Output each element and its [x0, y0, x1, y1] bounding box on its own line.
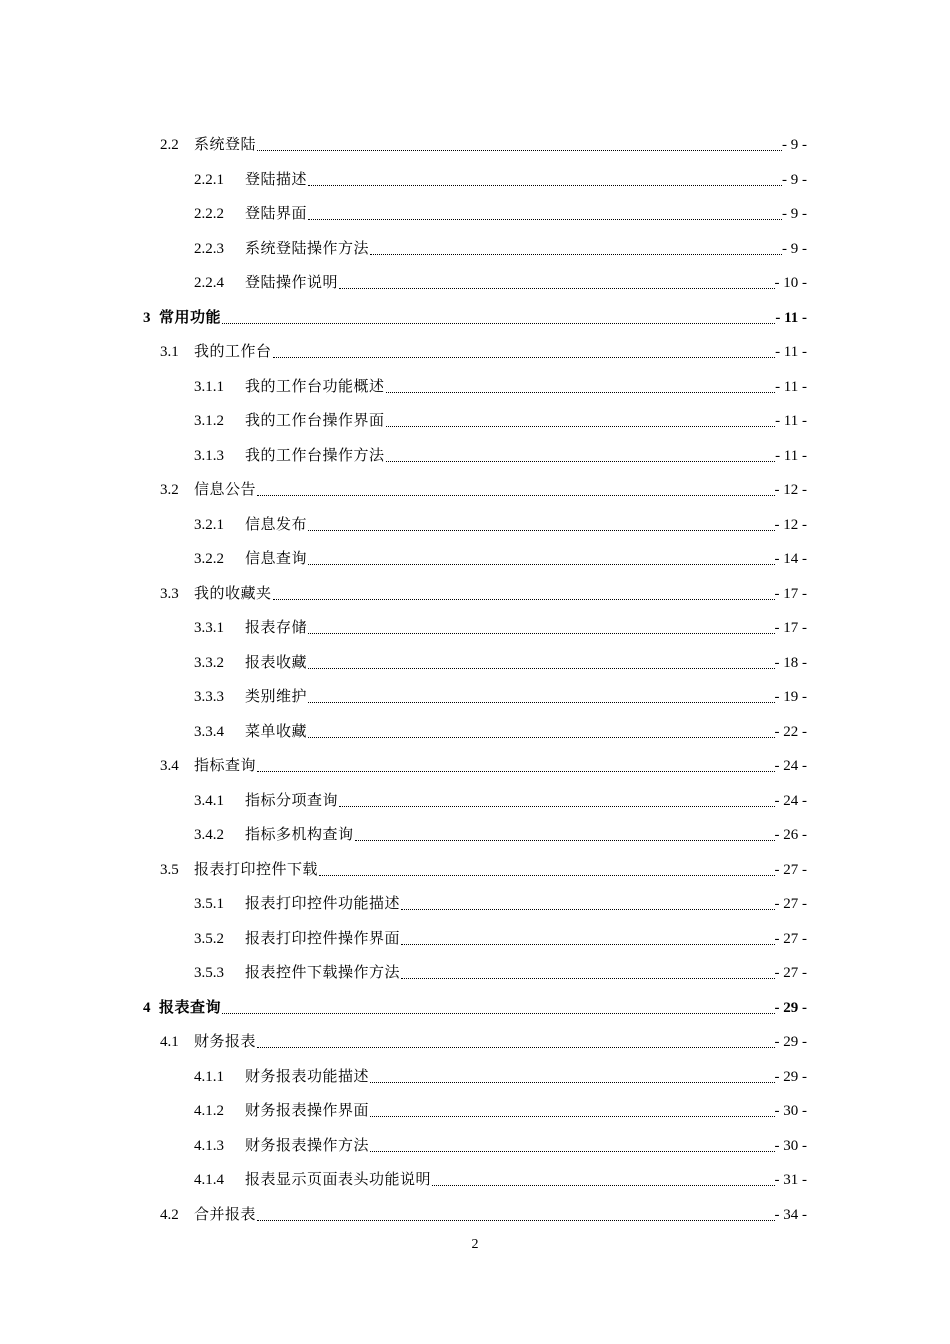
toc-entry-number: 3.4.1: [194, 792, 224, 809]
toc-entry-3-3-3[interactable]: [194, 672, 807, 706]
toc-entry-title: 报表打印控件下载: [194, 861, 319, 878]
toc-entry-title: 登陆操作说明: [245, 275, 339, 291]
toc-leader-dots: [308, 736, 774, 738]
toc-entry-page: - 17 -: [774, 585, 807, 602]
toc-leader-dots: [386, 425, 776, 427]
toc-leader-dots: [432, 1184, 774, 1186]
toc-entry-number: 3.1.3: [194, 447, 224, 464]
toc-entry-3-1[interactable]: [160, 327, 807, 361]
toc-entry-page: - 27 -: [774, 861, 807, 878]
toc-entry-title: 菜单收藏: [245, 723, 308, 740]
toc-entry-title: 财务报表操作方法: [245, 1137, 370, 1154]
toc-entry-page: - 27 -: [774, 896, 807, 912]
toc-entry-number: 4.1.3: [194, 1137, 224, 1154]
toc-entry-2-2-2[interactable]: [194, 189, 807, 223]
toc-entry-3-4[interactable]: [160, 741, 807, 775]
toc-leader-dots: [308, 667, 774, 669]
toc-entry-4-1-3[interactable]: [194, 1121, 807, 1155]
toc-entry-title: 报表存储: [245, 620, 308, 636]
toc-entry-number: 3.5.1: [194, 896, 224, 912]
toc-entry-3-2[interactable]: [160, 465, 807, 499]
toc-entry-number: 3.3.1: [194, 620, 224, 636]
toc-leader-dots: [308, 184, 782, 186]
toc-entry-page: - 29 -: [774, 1034, 807, 1050]
toc-entry-page: - 31 -: [774, 1172, 807, 1188]
toc-entry-page: - 24 -: [774, 792, 807, 809]
toc-leader-dots: [308, 563, 774, 565]
toc-entry-page: - 27 -: [774, 965, 807, 981]
toc-entry-number: 3.4: [160, 758, 179, 774]
toc-entry-page: - 12 -: [774, 482, 807, 498]
toc-entry-title: 我的工作台: [194, 344, 272, 360]
toc-leader-dots: [308, 632, 774, 634]
toc-leader-dots: [319, 874, 774, 876]
toc-entry-page: - 17 -: [774, 620, 807, 636]
toc-entry-3[interactable]: [143, 293, 807, 327]
toc-entry-page: - 34 -: [774, 1206, 807, 1223]
toc-entry-title: 信息发布: [245, 516, 308, 533]
toc-entry-page: - 14 -: [774, 551, 807, 567]
toc-entry-number: 2.2.1: [194, 171, 224, 188]
toc-entry-page: - 11 -: [775, 344, 807, 360]
toc-entry-title: 报表查询: [159, 999, 222, 1016]
toc-entry-page: - 12 -: [774, 516, 807, 533]
toc-entry-page: - 11 -: [775, 309, 807, 326]
toc-entry-page: - 11 -: [775, 378, 807, 395]
toc-entry-title: 指标多机构查询: [245, 827, 354, 843]
toc-entry-number: 4.2: [160, 1206, 179, 1223]
toc-leader-dots: [257, 494, 774, 496]
toc-entry-title: 我的收藏夹: [194, 585, 272, 602]
toc-entry-title: 登陆界面: [245, 206, 308, 222]
toc-entry-page: - 27 -: [774, 930, 807, 947]
toc-leader-dots: [308, 701, 774, 703]
toc-entry-number: 2.2.2: [194, 206, 224, 222]
toc-entry-title: 报表显示页面表头功能说明: [245, 1172, 432, 1188]
toc-entry-page: - 22 -: [774, 723, 807, 740]
toc-entry-title: 报表控件下载操作方法: [245, 965, 401, 981]
toc-entry-4-1-1[interactable]: [194, 1052, 807, 1086]
toc-leader-dots: [401, 908, 774, 910]
toc-entry-number: 2.2.4: [194, 275, 224, 291]
toc-entry-page: - 29 -: [774, 999, 807, 1016]
toc-leader-dots: [401, 977, 774, 979]
toc-entry-3-2-1[interactable]: [194, 500, 807, 534]
toc-entry-number: 4.1.4: [194, 1172, 224, 1188]
toc-entry-title: 常用功能: [159, 309, 222, 326]
toc-entry-number: 3.3.3: [194, 689, 224, 705]
toc-entry-page: - 9 -: [782, 171, 807, 188]
toc-entry-title: 信息公告: [194, 482, 257, 498]
toc-leader-dots: [257, 1219, 774, 1221]
toc-entry-number: 3.5.3: [194, 965, 224, 981]
toc-entry-3-5[interactable]: [160, 845, 807, 879]
toc-entry-number: 4: [143, 999, 151, 1016]
toc-entry-4-1-4[interactable]: [194, 1155, 807, 1189]
toc-entry-2-2-1[interactable]: [194, 155, 807, 189]
toc-entry-4[interactable]: [143, 983, 807, 1017]
toc-entry-title: 报表打印控件操作界面: [245, 930, 401, 947]
toc-entry-page: - 9 -: [782, 206, 807, 222]
toc-entry-title: 报表打印控件功能描述: [245, 896, 401, 912]
toc-leader-dots: [339, 287, 774, 289]
toc-entry-3-3-1[interactable]: [194, 603, 807, 637]
toc-entry-4-1-2[interactable]: [194, 1086, 807, 1120]
toc-entry-page: - 26 -: [774, 827, 807, 843]
toc-entry-page: - 29 -: [774, 1068, 807, 1085]
toc-entry-number: 3: [143, 309, 151, 326]
toc-entry-number: 3.3.4: [194, 723, 224, 740]
toc-entry-title: 系统登陆: [194, 137, 257, 153]
toc-entry-title: 我的工作台操作界面: [245, 413, 385, 429]
toc-entry-page: - 11 -: [775, 413, 807, 429]
toc-entry-title: 报表收藏: [245, 654, 308, 671]
toc-leader-dots: [370, 1081, 774, 1083]
toc-leader-dots: [273, 356, 776, 358]
toc-leader-dots: [386, 460, 776, 462]
toc-entry-3-1-2[interactable]: [194, 396, 807, 430]
toc-leader-dots: [308, 218, 782, 220]
toc-entry-title: 财务报表功能描述: [245, 1068, 370, 1085]
toc-entry-number: 2.2.3: [194, 240, 224, 257]
toc-entry-page: - 9 -: [782, 137, 807, 153]
toc-entry-title: 系统登陆操作方法: [245, 240, 370, 257]
toc-entry-title: 信息查询: [245, 551, 308, 567]
toc-entry-4-1[interactable]: [160, 1017, 807, 1051]
toc-leader-dots: [257, 1046, 774, 1048]
toc-entry-number: 3.3.2: [194, 654, 224, 671]
toc-entry-title: 指标分项查询: [245, 792, 339, 809]
toc-entry-number: 3.3: [160, 585, 179, 602]
toc-entry-2-2-4[interactable]: [194, 258, 807, 292]
toc-leader-dots: [370, 1115, 774, 1117]
toc-leader-dots: [257, 149, 782, 151]
toc-entry-title: 类别维护: [245, 689, 308, 705]
toc-entry-page: - 11 -: [775, 447, 807, 464]
toc-leader-dots: [339, 805, 774, 807]
toc-entry-number: 4.1.1: [194, 1068, 224, 1085]
toc-entry-number: 3.5.2: [194, 930, 224, 947]
toc-leader-dots: [370, 1150, 774, 1152]
toc-entry-3-5-3[interactable]: [194, 948, 807, 982]
toc-leader-dots: [370, 253, 782, 255]
toc-entry-title: 指标查询: [194, 758, 257, 774]
toc-entry-2-2[interactable]: [160, 120, 807, 154]
toc-entry-title: 我的工作台操作方法: [245, 447, 385, 464]
toc-entry-number: 4.1: [160, 1034, 179, 1050]
toc-entry-page: - 30 -: [774, 1103, 807, 1119]
toc-entry-number: 4.1.2: [194, 1103, 224, 1119]
toc-entry-3-3[interactable]: [160, 569, 807, 603]
toc-leader-dots: [355, 839, 775, 841]
toc-entry-number: 3.2.2: [194, 551, 224, 567]
toc-entry-3-5-2[interactable]: [194, 914, 807, 948]
toc-entry-page: - 30 -: [774, 1137, 807, 1154]
toc-entry-3-2-2[interactable]: [194, 534, 807, 568]
toc-entry-2-2-3[interactable]: [194, 224, 807, 258]
toc-leader-dots: [273, 598, 775, 600]
toc-entry-title: 合并报表: [194, 1206, 257, 1223]
toc-leader-dots: [386, 391, 776, 393]
toc-leader-dots: [257, 770, 774, 772]
toc-entry-number: 3.4.2: [194, 827, 224, 843]
toc-entry-page: - 18 -: [774, 654, 807, 671]
toc-entry-page: - 10 -: [774, 275, 807, 291]
toc-leader-dots: [222, 1012, 774, 1014]
toc-leader-dots: [222, 322, 775, 324]
toc-entry-number: 3.1.1: [194, 378, 224, 395]
toc-entry-3-1-1[interactable]: [194, 362, 807, 396]
toc-entry-title: 我的工作台功能概述: [245, 378, 385, 395]
toc-entry-number: 3.2: [160, 482, 179, 498]
toc-entry-title: 财务报表: [194, 1034, 257, 1050]
toc-leader-dots: [401, 943, 774, 945]
toc-entry-number: 3.1: [160, 344, 179, 360]
toc-entry-number: 2.2: [160, 137, 179, 153]
toc-entry-3-3-4[interactable]: [194, 707, 807, 741]
toc-entry-page: - 9 -: [782, 240, 807, 257]
toc-entry-number: 3.2.1: [194, 516, 224, 533]
toc-entry-3-3-2[interactable]: [194, 638, 807, 672]
toc-entry-3-1-3[interactable]: [194, 431, 807, 465]
toc-entry-3-4-1[interactable]: [194, 776, 807, 810]
toc-entry-page: - 19 -: [774, 689, 807, 705]
toc-entry-title: 登陆描述: [245, 171, 308, 188]
toc-entry-4-2[interactable]: [160, 1190, 807, 1224]
toc-entry-number: 3.5: [160, 861, 179, 878]
toc-leader-dots: [308, 529, 774, 531]
toc-entry-3-5-1[interactable]: [194, 879, 807, 913]
toc-entry-page: - 24 -: [774, 758, 807, 774]
toc-entry-3-4-2[interactable]: [194, 810, 807, 844]
toc-entry-title: 财务报表操作界面: [245, 1103, 370, 1119]
page-number-footer: 2: [471, 1237, 479, 1252]
toc-entry-number: 3.1.2: [194, 413, 224, 429]
